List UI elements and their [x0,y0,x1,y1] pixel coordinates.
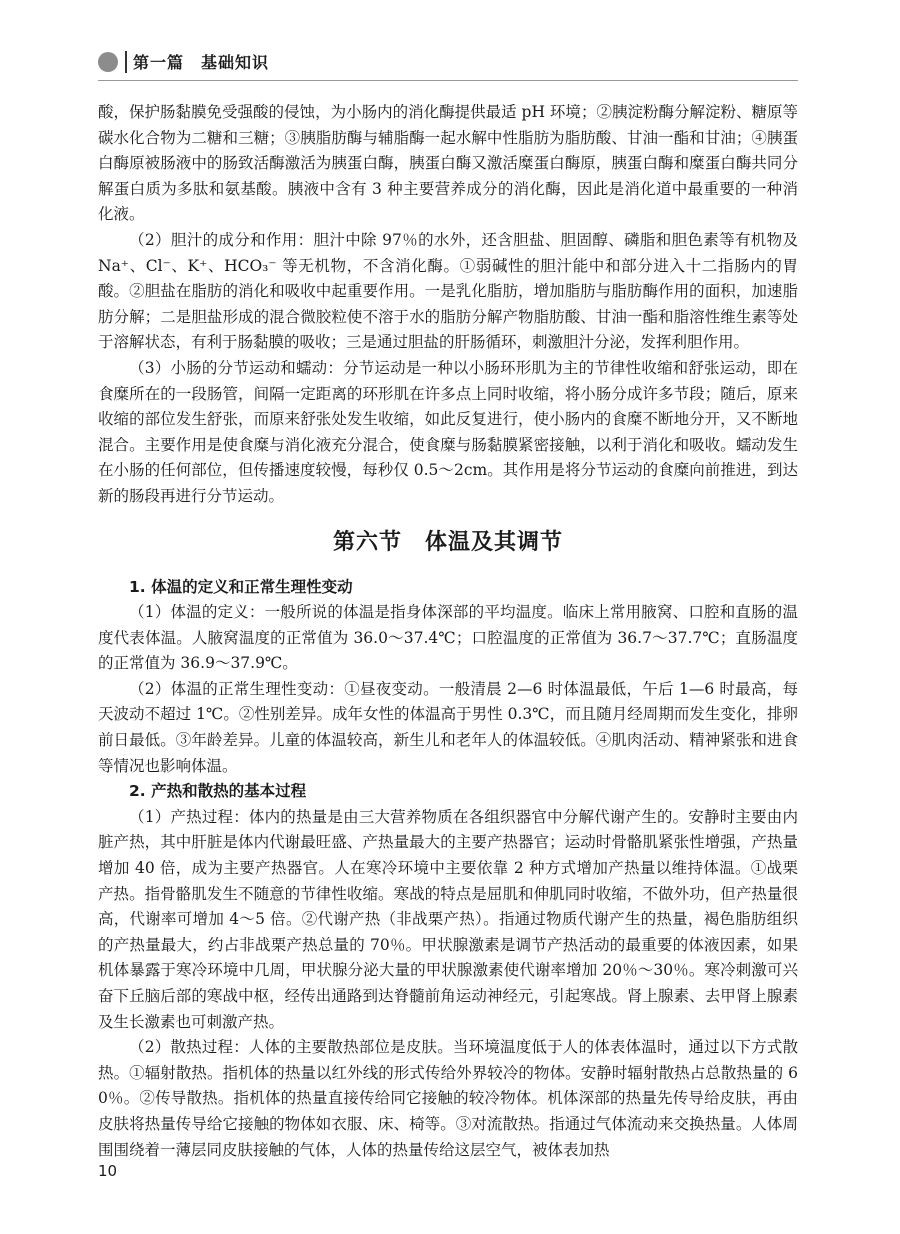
paragraph: （2）体温的正常生理性变动：①昼夜变动。一般清晨 2—6 时体温最低，午后 1—6 时最高，每天波动不超过 1℃。②性别差异。成年女性的体温高于男性 0.3℃，而且随月经周期而发生变化，排卵前日最低。③年龄差异。儿童的体温较高，新生儿和老年人的体温较低。④肌肉活动、精神紧张和进食等情况也影响体温。 [98,679,798,775]
paragraph: （3）小肠的分节运动和蠕动：分节运动是一种以小肠环形肌为主的节律性收缩和舒张运动，即在食糜所在的一段肠管，间隔一定距离的环形肌在许多点上同时收缩，将小肠分成许多节段；随后，原来收缩的部位发生舒张，而原来舒张处发生收缩，如此反复进行，使小肠内的食糜不断地分开，又不断地混合。主要作用是使食糜与消化液充分混合，使食糜与肠黏膜紧密接触，以利于消化和吸收。蠕动发生在小肠的任何部位，但传播速度较慢，每秒仅 0.5～2cm。其作用是将分节运动的食糜向前推进，到达新的肠段再进行分节运动。 [98,358,798,505]
page-number: 10 [98,1162,118,1180]
header-title: 第一篇 基础知识 [133,53,270,72]
subheading: 1. 体温的定义和正常生理性变动 [129,577,353,596]
page-body [98,100,798,1163]
section-title: 第六节 体温及其调节 [332,529,563,555]
paragraph: （2）胆汁的成分和作用：胆汁中除 97％的水外，还含胆盐、胆固醇、磷脂和胆色素等有机物及 Na⁺、Cl⁻、K⁺、HCO₃⁻ 等无机物，不含消化酶。①弱碱性的胆汁能中和部分进入十二指肠内的胃酸。②胆盐在脂肪的消化和吸收中起重要作用。一是乳化脂肪，增加脂肪与脂肪酶作用的面积，加速脂肪分解；二是胆盐形成的混合微胶粒使不溶于水的脂肪分解产物脂肪酸、甘油一酯和脂溶性维生素等处于溶解状态，有利于肠黏膜的吸收；三是通过胆盐的肝肠循环，刺激胆汁分泌，发挥利胆作用。 [98,230,798,352]
book-icon [98,52,118,72]
header-rule [98,80,798,81]
paragraph: （2）散热过程：人体的主要散热部位是皮肤。当环境温度低于人的体表体温时，通过以下方式散热。①辐射散热。指机体的热量以红外线的形式传给外界较冷的物体。安静时辐射散热占总散热量的 60％。②传导散热。指机体的热量直接传给同它接触的较冷物体。机体深部的热量先传导给皮肤，再由皮肤将热量传导给它接触的物体如衣服、床、椅等。③对流散热。指通过气体流动来交换热量。人体周围围绕着一薄层同皮肤接触的气体，人体的热量传给这层空气，被体表加热 [98,1038,798,1159]
paragraph: （1）体温的定义：一般所说的体温是指身体深部的平均温度。临床上常用腋窝、口腔和直肠的温度代表体温。人腋窝温度的正常值为 36.0～37.4℃；口腔温度的正常值为 36.7～37.7℃；直肠温度的正常值为 36.9～37.9℃。 [98,603,798,673]
running-header [98,44,798,80]
paragraph: （1）产热过程：体内的热量是由三大营养物质在各组织器官中分解代谢产生的。安静时主要由内脏产热，其中肝脏是体内代谢最旺盛、产热量最大的主要产热器官；运动时骨骼肌紧张性增强，产热量增加 40 倍，成为主要产热器官。人在寒冷环境中主要依靠 2 种方式增加产热量以维持体温。①战栗产热。指骨骼肌发生不随意的节律性收缩。寒战的特点是屈肌和伸肌同时收缩，不做外功，但产热量很高，代谢率可增加 4～5 倍。②代谢产热（非战栗产热）。指通过物质代谢产生的热量，褐色脂肪组织的产热量最大，约占非战栗产热总量的 70％。甲状腺激素是调节产热活动的最重要的体液因素，如果机体暴露于寒冷环境中几周，甲状腺分泌大量的甲状腺激素使代谢率增加 20％～30％。寒冷刺激可兴奋下丘脑后部的寒战中枢，经传出通路到达脊髓前角运动神经元，引起寒战。肾上腺素、去甲肾上腺素及生长激素也可刺激产热。 [98,807,798,1031]
paragraph: 酸，保护肠黏膜免受强酸的侵蚀，为小肠内的消化酶提供最适 pH 环境；②胰淀粉酶分解淀粉、糖原等碳水化合物为二糖和三糖；③胰脂肪酶与辅脂酶一起水解中性脂肪为脂肪酸、甘油一酯和甘油；④胰蛋白酶原被肠液中的肠致活酶激活为胰蛋白酶，胰蛋白酶又激活糜蛋白酶原，胰蛋白酶和糜蛋白酶共同分解蛋白质为多肽和氨基酸。胰液中含有 3 种主要营养成分的消化酶，因此是消化道中最重要的一种消化液。 [98,103,798,224]
header-divider [125,51,127,73]
subheading: 2. 产热和散热的基本过程 [129,782,307,801]
